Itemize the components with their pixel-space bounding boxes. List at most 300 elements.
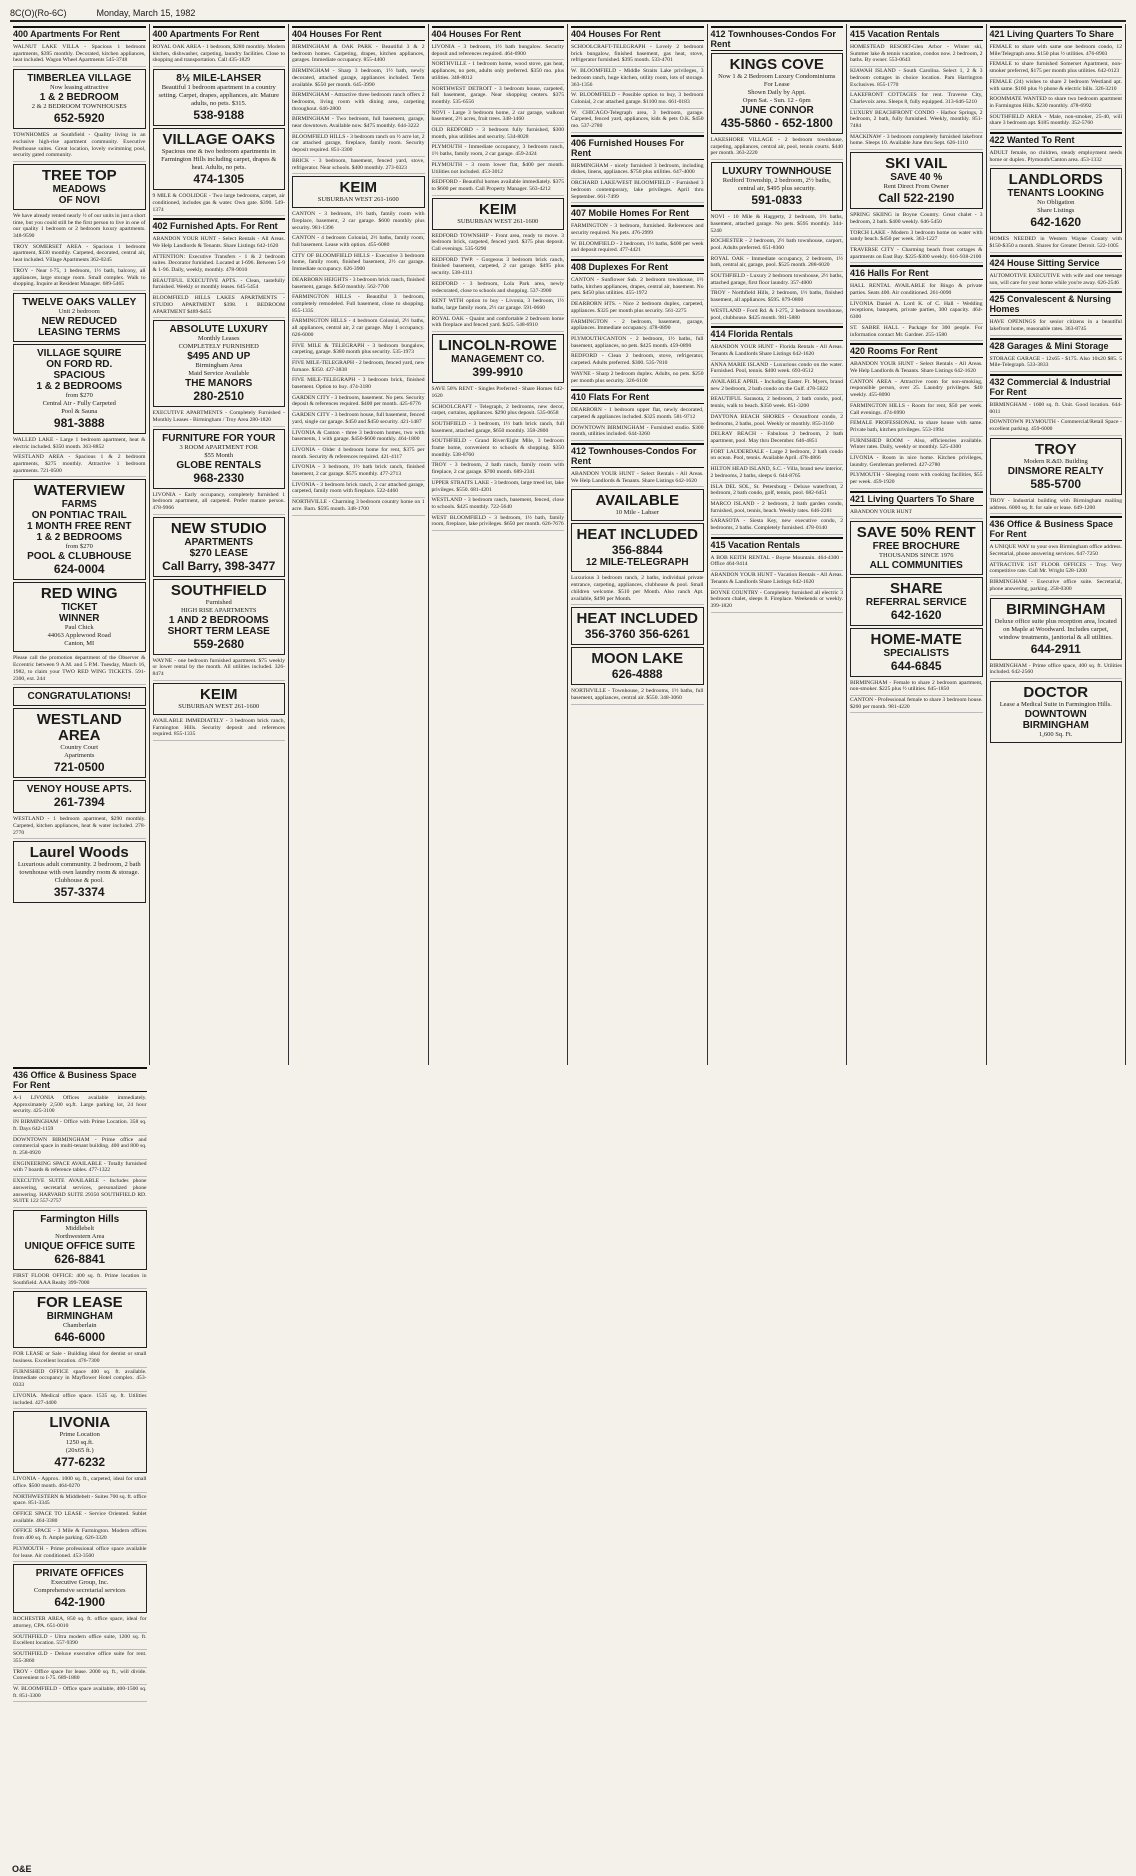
classified-ad: ABANDON YOUR HUNT - Vacation Rentals - All Areas. Tenants & Landlords Share Listings 642-1620 <box>711 571 844 588</box>
classified-ad: W. CHICAGO-Telegraph area, 3 bedroom, garage. Carpeted, fenced yard, appliances, kids & pets O.K. $450 mo. 537-2780 <box>571 109 704 133</box>
classified-ad: BEAUTIFUL EXECUTIVE APTS. - Clean, tastefully furnished. Weekly or monthly leases. 645-5454 <box>153 277 286 294</box>
classified-ad: KIAWAH ISLAND - South Carolina. Select 1, 2 & 3 bedroom cottages in choice location. Pam Harrington Exclusives. 855-1770 <box>850 67 983 91</box>
display-ad-line: 646-6000 <box>54 1330 106 1345</box>
classified-ad: FARMINGTON HILLS - 4 bedroom Colonial, 2½ baths, all appliances, central air, 2 car garage. May 1 occupancy. 626-6000 <box>292 317 425 341</box>
display-ad-box <box>990 438 1123 495</box>
display-ad-line: Now 1 & 2 Bedroom Luxury Condominiums For Lease <box>718 73 836 88</box>
classified-ad: ROCHESTER - 2 bedroom, 2½ bath townhouse, carport, pool. Adults preferred. 651-8360 <box>711 237 844 254</box>
display-ad-line: No Obligation <box>1037 199 1075 207</box>
display-ad-line: Prime Location <box>59 1431 100 1439</box>
display-ad-box <box>153 69 286 126</box>
display-ad-line: Paul Chick <box>64 624 94 632</box>
display-ad-line: BIRMINGHAM <box>1006 600 1106 618</box>
display-ad-line: $495 AND UP <box>187 351 251 363</box>
display-ad-box <box>13 1564 147 1613</box>
display-ad-line: Apartments <box>64 752 95 760</box>
classified-ad: HOMES NEEDED in Western Wayne County with $150-$350 a month. Shares for Greater Detroit. 522-1005 <box>990 235 1123 252</box>
classified-ad: PLYMOUTH - Prime professional office space available for lease. Air conditioned. 453-3500 <box>13 1545 147 1562</box>
classified-ad: FIVE MILE-TELEGRAPH - 3 bedroom brick, finished basement. Option to buy. 474-3180 <box>292 376 425 393</box>
section-header: 407 Mobile Homes For Rent <box>571 205 704 220</box>
classified-ad: BLOOMFIELD HILLS LAKES APARTMENTS - STUDIO APARTMENT $398. 1 BEDROOM APARTMENT $489-$455 <box>153 294 286 318</box>
display-ad-line: NEW REDUCED <box>41 315 118 327</box>
classified-ad: CITY OF BLOOMFIELD HILLS - Executive 3 bedroom home, family room, finished basement, 2½ car garage. Immediate occupancy. 626-3900 <box>292 252 425 276</box>
display-ad-line: 591-0833 <box>751 193 803 208</box>
classified-ad: BIRMINGHAM - 1600 sq. ft. Unit. Good location. 644-0011 <box>990 401 1123 418</box>
display-ad-box <box>13 841 146 903</box>
display-ad-line: FURNITURE FOR YOUR <box>162 432 276 444</box>
classified-ad: DEARBORN HTS. - Nice 2 bedroom duplex, carpeted, appliances. $325 per month plus security. 561-2275 <box>571 300 704 317</box>
display-ad-line: Canton, MI <box>64 640 95 648</box>
section-header: 414 Florida Rentals <box>711 326 844 341</box>
classified-ad: BEAUTIFUL Sarasota, 2 bedroom, 2 bath condo, pool, tennis, walk to beach. $350 week. 851-3200 <box>711 395 844 412</box>
display-ad-line: APARTMENTS <box>184 536 254 548</box>
section-header: 415 Vacation Rentals <box>850 26 983 41</box>
display-ad-line: Lease a Medical Suite in Farmington Hills. <box>999 700 1112 708</box>
section-header: 415 Vacation Rentals <box>711 537 844 552</box>
display-ad-box <box>13 69 146 129</box>
display-ad-line: Call 522-2190 <box>878 191 955 206</box>
display-ad-line: TICKET <box>61 602 98 614</box>
display-ad-line: Spacious one & two bedroom apartments in Farmington Hills including carpet, drapes & heat. Adults, no pets. <box>161 148 277 172</box>
section-header: 424 House Sitting Service <box>990 255 1123 270</box>
display-ad-line: 44063 Applewood Road <box>47 632 111 640</box>
display-ad-line: PRIVATE OFFICES <box>35 1568 124 1580</box>
display-ad-line: 1,600 Sq. Ft. <box>1039 730 1073 738</box>
classified-ad: A UNIQUE WAY to your own Birmingham office address. Secretarial, phone answering services. 647-7250 <box>990 543 1123 560</box>
classified-column <box>10 24 150 1065</box>
classified-ad: BIRMINGHAM - Executive office suite. Secretarial, phone answering, parking. 258-0300 <box>990 578 1123 595</box>
classified-ad: REDFORD - Clean 2 bedroom, stove, refrigerator, carpeted. Adults preferred. $300. 535-7810 <box>571 352 704 369</box>
classified-ad: A BOB KEITH RENTAL - Boyne Mountain. 464-4300 · Office 464-9414 <box>711 554 844 571</box>
display-ad-line: Middlebelt <box>65 1224 95 1232</box>
classified-column <box>847 24 987 1065</box>
classified-ad: FURNISHED OFFICE space 400 sq. ft. available. Immediate occupancy in Mayflower Hotel complex. 453-0333 <box>13 1368 147 1392</box>
display-ad-line: 559-2680 <box>193 636 245 651</box>
classified-ad: BLOOMFIELD HILLS - 3 bedroom ranch on ½ acre lot, 2 car attached garage, fireplace, family room. Security deposit required. 851-3300 <box>292 133 425 157</box>
display-ad-line: 968-2330 <box>193 470 245 485</box>
display-ad-box <box>13 1411 147 1473</box>
classified-ad: LIVONIA - 3 bedroom, 1½ bath bungalow. Security deposit and references required. 464-6900 <box>432 43 565 60</box>
section-header: 402 Furnished Apts. For Rent <box>153 218 286 233</box>
classified-ad: AVAILABLE IMMEDIATELY - 3 bedroom brick ranch, Farmington Hills. Security deposit and references required. 855-1335 <box>153 717 286 741</box>
display-ad-line: SUBURBAN WEST 261-1600 <box>457 217 539 225</box>
classified-ad: RENT WITH option to buy - Livonia, 3 bedroom, 1½ baths, large family room, 2½ car garage. 591-0660 <box>432 297 565 314</box>
classified-column <box>150 24 290 1065</box>
display-ad-box <box>990 598 1123 660</box>
display-ad-line: HIGH RISE APARTMENTS <box>180 606 257 614</box>
classified-ad: LIVONIA. Medical office space. 1535 sq. ft. Utilities included. 427-4400 <box>13 1392 147 1409</box>
display-ad-line: SAVE 50% RENT <box>856 523 976 541</box>
classified-ad: W. BLOOMFIELD - 2 bedroom, 1½ baths, $400 per week and deposit required. 477-4421 <box>571 240 704 257</box>
classified-ad: CANTON - Professional female to share 3 bedroom house. $200 per month. 981-4220 <box>850 696 983 713</box>
classified-ad: BOYNE COUNTRY - Completely furnished all electric 3 bedroom chalet, sleeps 8. Fireplace. Weekends or weekly. 399-1820 <box>711 589 844 613</box>
section-header: 406 Furnished Houses For Rent <box>571 135 704 160</box>
section-header: 421 Living Quarters To Share <box>990 26 1123 41</box>
classified-ad: ST. SABRE HALL - Package for 300 people. For information contact Mr. Gardner. 255-1580 <box>850 324 983 341</box>
display-ad-box <box>850 628 983 677</box>
display-ad-line: from $270 <box>65 543 93 551</box>
classified-ad: FIVE MILE & TELEGRAPH - 3 bedroom bungalow, carpeting, garage. $380 month plus security. 535-1973 <box>292 342 425 359</box>
classified-ad: LIVONIA - Early occupancy, completely furnished 1 bedroom apartment, all carpeted. Prefer mature person. 478-9966 <box>153 491 286 515</box>
display-ad-line: SKI VAIL <box>885 155 948 173</box>
display-ad-line: 12 MILE-TELEGRAPH <box>585 557 689 569</box>
classified-ad: TOWNHOMES at Southfield - Quality living in an exclusive high-rise apartment community. Executive Penthouse suites. Great location, lovely swimming pool, security gated community. <box>13 131 146 162</box>
display-ad-line: KEIM <box>479 200 517 218</box>
classified-ad: CANTON - Sunflower Sub. 2 bedroom townhouse, 1½ baths, kitchen appliances, drapes, central air, basement. No pets. $450 plus utilities. 455-1972 <box>571 276 704 300</box>
classified-ad: REDFORD - Beautiful homes available immediately. $375 to $600 per month. Call Property Manager. 563-4212 <box>432 178 565 195</box>
display-ad-box <box>153 579 286 655</box>
section-header: 404 Houses For Rent <box>292 26 425 41</box>
display-ad-box <box>153 517 286 577</box>
section-header: 428 Garages & Mini Storage <box>990 338 1123 353</box>
display-ad-line: REFERRAL SERVICE <box>865 596 967 608</box>
classified-ad: MACKINAW - 3 bedroom completely furnished lakefront home. Sleeps 10. Available June thru Sept. 626-1110 <box>850 133 983 150</box>
display-ad-line: Unit 2 bedroom <box>58 307 100 315</box>
classified-ad: TROY - Near I-75, 1 bedroom, 1½ bath, balcony, all appliances, large storage room. Small complex. Walk to shopping. Inquire at Resident Manager. 689-5465 <box>13 267 146 291</box>
display-ad-box <box>13 344 146 434</box>
display-ad-line: Chamberlain <box>62 1322 97 1330</box>
classified-ad: DOWNTOWN BIRMINGHAM - Prime office and commercial space in multi-tenant building. 400 and 800 sq. ft. 258-0920 <box>13 1136 147 1160</box>
classified-ad: MARCO ISLAND - 2 bedroom, 2 bath garden condo, furnished, pool, tennis, beach. Weekly rates. 646-2281 <box>711 500 844 517</box>
display-ad-line: Comprehensive secretarial services <box>33 1587 126 1595</box>
display-ad-line: Farmington Hills <box>40 1213 120 1225</box>
classified-ad: DEARBORN HEIGHTS - 3 bedroom brick ranch, finished basement, garage. $450 monthly. 562-7700 <box>292 276 425 293</box>
display-ad-line: TIMBERLEA VILLAGE <box>27 73 132 85</box>
display-ad-line: 644-2911 <box>1030 641 1081 656</box>
classified-ad: OLD REDFORD - 3 bedroom fully furnished, $300 month, plus utilities and security. 534-8028 <box>432 126 565 143</box>
classified-ad: STORAGE GARAGE - 12x65 - $175. Also 10x20 $85. 5 Mile-Telegraph. 533-3833 <box>990 355 1123 372</box>
display-ad-line: Country Court <box>60 744 99 752</box>
section-header: 408 Duplexes For Rent <box>571 259 704 274</box>
classified-ad: BIRMINGHAM - Sharp 3 bedroom, 1½ bath, newly decorated, attached garage, appliances included. Term available. $550 per month. 645-3990 <box>292 67 425 91</box>
classified-ad: A-1 LIVONIA Offices available immediately. Approximately 2,500 sq.ft. Large parking lot, 24 hour security. 425-3100 <box>13 1094 147 1118</box>
classified-ad: LIVONIA - Older 4 bedroom home for rent, $375 per month. Security & references required. 421-4117 <box>292 446 425 463</box>
section-header: 412 Townhouses-Condos For Rent <box>571 443 704 468</box>
section-header: 416 Halls For Rent <box>850 265 983 280</box>
display-ad-line: 357-3374 <box>53 885 105 900</box>
classified-ad: SOUTHFIELD - Ultra modern office suite, 1200 sq. ft. Excellent location. 557-9390 <box>13 1633 147 1650</box>
classified-ad: NORTHWEST DETROIT - 3 bedroom house, carpeted, full basement, garage. Near shopping centers. $375 monthly. 535-6556 <box>432 85 565 109</box>
display-ad-line: MEADOWS <box>52 183 106 195</box>
display-ad-line: 626-8841 <box>54 1251 106 1266</box>
display-ad-line: 8½ MILE-LAHSER <box>176 73 262 85</box>
classified-ad: OFFICE SPACE TO LEASE - Service Oriented. Sublet available. 464-3380 <box>13 1510 147 1527</box>
display-ad-line: Luxurious adult community. 2 bedroom, 2 bath townhouse with own laundry room & storage. Clubhouse & pool. <box>17 861 141 885</box>
display-ad-line: TWELVE OAKS VALLEY <box>22 296 137 308</box>
display-ad-line: ALL COMMUNITIES <box>869 559 963 571</box>
classified-ad: W. BLOOMFIELD - Middle Straits Lake privileges, 3 bedroom ranch, huge kitchen, utility room, lots of storage. 363-1356 <box>571 67 704 91</box>
display-ad-box <box>850 521 983 575</box>
classified-ad: SAVE 50% RENT - Singles Preferred - Share Homes 642-1620 <box>432 385 565 402</box>
classified-ad: TROY - Northfield Hills, 2 bedroom, 1½ baths, finished basement, all appliances. $595. 879-0800 <box>711 289 844 306</box>
display-ad-line: HEAT INCLUDED <box>576 610 698 628</box>
classified-ad: TROY SOMERSET AREA - Spacious 1 bedroom apartment, $330 monthly. Carpeted, decorated, central air, heat included. Village Apartments 362-0245 <box>13 243 146 267</box>
classified-ad: ABANDON YOUR HUNT - Select Rentals - All Areas. We Help Landlords & Tenants. Share Listings 642-1620 <box>850 360 983 377</box>
classified-ad: ROYAL OAK AREA - 1 bedroom, $280 monthly. Modern kitchen, dishwasher, carpeting, laundry facilities. Close to shopping and transportation. Call 435-1829 <box>153 43 286 67</box>
classified-ad: FARMINGTON - 2 bedroom, basement, garage, appliances. Immediate occupancy. 478-0890 <box>571 318 704 335</box>
display-ad-line: LANDLORDS <box>1008 171 1103 189</box>
display-ad-line: BIRMINGHAM <box>46 1311 113 1323</box>
display-ad-line: 981-3888 <box>53 415 105 430</box>
display-ad-line: SOUTHFIELD <box>170 581 267 599</box>
classified-ad: ORCHARD LAKE/WEST BLOOMFIELD - Furnished 3 bedroom contemporary, lake privileges. April thru September. 661-7499 <box>571 179 704 203</box>
display-ad-line: 1 & 2 BEDROOMS <box>36 532 123 544</box>
classified-ad: W. BLOOMFIELD - Office space available, 400-1500 sq. ft. 851-3300 <box>13 1685 147 1702</box>
display-ad-line: 356-8844 <box>611 543 663 558</box>
display-ad-box <box>153 320 286 407</box>
display-ad-line: VENOY HOUSE APTS. <box>26 784 132 796</box>
display-ad-line: 280-2510 <box>193 389 245 404</box>
classified-ad: FEMALE to share with same one bedroom condo, 12 Mile/Telegraph area. $150 plus ½ utilities. 476-8903 <box>990 43 1123 60</box>
classified-column <box>289 24 429 1065</box>
display-ad-line: COMPLETELY FURNISHED <box>178 343 259 351</box>
display-ad-line: 585-5700 <box>1030 476 1082 491</box>
display-ad-line: ON FORD RD. <box>46 358 113 370</box>
display-ad-line: SUBURBAN WEST 261-1600 <box>317 196 399 204</box>
display-ad-box <box>13 582 146 652</box>
classified-column <box>987 24 1127 1065</box>
display-ad-line: SPACIOUS <box>53 369 105 381</box>
display-ad-line: Now leasing attractive <box>50 84 109 92</box>
display-ad-line: 474-1305 <box>193 172 245 187</box>
classified-ad: TROY - Industrial building with Birmingham mailing address. 6000 sq. ft. for sale or lease. 649-1200 <box>990 497 1123 514</box>
display-ad-line: CONGRATULATIONS! <box>27 691 131 703</box>
display-ad-line: Call Barry, 398-3477 <box>162 558 276 573</box>
classified-ad: SARASOTA - Siesta Key, new executive condo, 2 bedrooms, 2 baths. Completely furnished. 478-0140 <box>711 517 844 534</box>
display-ad-line: ABSOLUTE LUXURY <box>169 324 269 336</box>
classified-ad: TORCH LAKE - Modern 3 bedroom home on water with sandy beach. $450 per week. 363-1227 <box>850 229 983 246</box>
classified-ad: HAVE OPENINGS for senior citizens in a beautiful lakefront home, reasonable rates. 363-8745 <box>990 318 1123 335</box>
classified-ad: NORTHVILLE - 1 bedroom home, wood stove, gas heat, appliances, no pets, adults only preferred. $350 mo. plus utilities. 348-8012 <box>432 60 565 84</box>
display-ad-box <box>153 128 286 190</box>
display-ad-line: Furnished <box>205 598 232 606</box>
display-ad-line: Northwestern Area <box>55 1232 105 1240</box>
classified-ad: WEST BLOOMFIELD - 3 bedroom, 1½ bath, family room, fireplace, lake privileges. $650 per month. 626-7676 <box>432 514 565 531</box>
classified-ad: BIRMINGHAM - Prime office space, 400 sq. ft. Utilities included. 642-2560 <box>990 662 1123 679</box>
display-ad-line: 1 MONTH FREE RENT <box>27 521 132 533</box>
classified-ad: W. BLOOMFIELD - Possible option to buy, 3 bedroom Colonial, 2 car attached garage. $1100 mo. 661-0183 <box>571 91 704 108</box>
display-ad-line: 1 & 2 BEDROOM <box>39 92 119 104</box>
display-ad-box <box>153 683 286 715</box>
classified-ad: FEMALE PROFESSIONAL to share house with same. Private bath, kitchen privileges. 553-1994 <box>850 419 983 436</box>
classified-ad: BIRMINGHAM - Attractive three bedroom ranch offers 2 bedrooms, living room with dining area, carpeting throughout. 646-2800 <box>292 91 425 115</box>
classified-ad: ROYAL OAK - Quaint and comfortable 2 bedroom home with fireplace and fenced yard. $425. 548-6910 <box>432 315 565 332</box>
classified-ad: FIVE MILE-TELEGRAPH - 2 bedroom, fenced yard, new furnace. $350. 427-3838 <box>292 359 425 376</box>
display-ad-line: LUXURY TOWNHOUSE <box>722 166 832 178</box>
display-ad-line: 652-5920 <box>53 111 105 126</box>
section-header: 420 Rooms For Rent <box>850 343 983 358</box>
classified-ad: AVAILABLE APRIL - Including Easter. Ft. Myers, brand new 2 bedroom, 2 bath condo on the Gulf. 478-5822 <box>711 378 844 395</box>
classified-ad: CANTON AREA - Attractive room for non-smoking, responsible person, over 25. Laundry privileges. $40 weekly. 455-8090 <box>850 378 983 402</box>
section-code: 8C(O)(Ro-6C) <box>10 8 67 18</box>
display-ad-box <box>990 168 1123 233</box>
display-ad-box <box>292 176 425 208</box>
display-ad-box <box>850 577 983 626</box>
classified-ad: WESTLAND AREA - Spacious 1 & 2 bedroom apartments, $275 monthly. Attractive 1 bedroom apartments. 721-0500 <box>13 453 146 477</box>
display-ad-line: KINGS COVE <box>729 56 824 73</box>
section-header: 400 Apartments For Rent <box>13 26 146 41</box>
display-ad-line: TENANTS LOOKING <box>1007 188 1105 200</box>
display-ad-line: LEASING TERMS <box>38 326 121 338</box>
display-ad-line: Open Sat. - Sun. 12 - 6pm <box>742 97 811 104</box>
edition-footer: O&E <box>12 1864 32 1874</box>
classified-ad: OFFICE SPACE - 3 Mile & Farmington. Modern offices from 400 sq. ft. Ample parking. 626-3320 <box>13 1527 147 1544</box>
section-header: 432 Commercial & Industrial For Rent <box>990 374 1123 399</box>
classified-ad: ROYAL OAK - Immediate occupancy, 2 bedroom, 1½ bath, central air, garage, pool. $525 month. 288-6020 <box>711 255 844 272</box>
classified-ad: HALL RENTAL AVAILABLE for Bingo & private parties. Seats 400. Air conditioned. 261-0090 <box>850 282 983 299</box>
classified-ad: DOWNTOWN PLYMOUTH - Commercial/Retail Space - excellent parking. 459-6000 <box>990 418 1123 435</box>
display-ad-line: Deluxe office suite plus reception area, located on Maple at Woodward. Includes carpet, window treatments, janitorial & all utilities. <box>994 617 1117 641</box>
display-ad-line: SHARE <box>889 579 943 597</box>
display-ad-line: Share Listings <box>1037 207 1075 215</box>
classified-ad: FARMINGTON HILLS - Beautiful 3 bedroom, completely remodeled. Full basement, close to shopping. 855-1335 <box>292 293 425 317</box>
display-ad-box <box>571 647 704 685</box>
display-ad-line: 1 AND 2 BEDROOMS <box>168 614 269 626</box>
display-ad-line: AVAILABLE <box>595 492 680 510</box>
classified-ad: FEMALE to share furnished Somerset Apartment, non-smoker preferred, $175 per month plus utilities. 642-0123 <box>990 60 1123 77</box>
classified-ad: WAYNE - Sharp 2 bedroom duplex. Adults, no pets. $250 per month plus security. 326-6100 <box>571 370 704 387</box>
classified-ad: We have already rented nearly ½ of our units in just a short time, but you could still be the first person to live in one of our quality 1 bedroom or 2 bedroom luxury apartments. 348-9590 <box>13 212 146 243</box>
display-ad-box <box>13 708 146 778</box>
display-ad-line: Shown Daily by Appt. <box>747 89 806 96</box>
classified-ad: TROY - 3 bedroom, 2 bath ranch, family room with fireplace, 2 car garage. $700 month. 689-2341 <box>432 461 565 478</box>
display-ad-line: 626-4888 <box>611 667 663 682</box>
display-ad-line: POOL & CLUBHOUSE <box>27 551 132 563</box>
classified-ad: TROY - Office space for lease. 2000 sq. ft., will divide. Convenient to I-75. 689-1880 <box>13 1668 147 1685</box>
section-header: 410 Flats For Rent <box>571 389 704 404</box>
classified-ad: IN BIRMINGHAM - Office with Prime Location. 358 sq. ft. Days 642-1159 <box>13 1118 147 1135</box>
display-ad-line: 642-1900 <box>54 1595 106 1610</box>
display-ad-line: $270 LEASE <box>189 547 248 559</box>
display-ad-line: 721-0500 <box>53 760 105 775</box>
classified-ad: NOVI - Large 3 bedroom home, 2 car garage, walkout basement, 2½ acres, fruit trees. 348-1460 <box>432 109 565 126</box>
display-ad-line: SAVE 40 % <box>890 172 943 184</box>
display-ad-line: TREE TOP <box>41 166 117 184</box>
display-ad-box <box>13 164 146 210</box>
classified-ad: CANTON - 3 bedroom, 1½ bath, family room with fireplace, basement, 2 car garage. $600 monthly plus security. 981-1396 <box>292 210 425 234</box>
classified-ad: SOUTHFIELD - Luxury 2 bedroom townhouse, 2½ baths, attached garage, first floor laundry. 357-4000 <box>711 272 844 289</box>
section-header: 422 Wanted To Rent <box>990 132 1123 147</box>
classified-ad: LIVONIA - 3 bedroom, 1½ bath brick ranch, finished basement, 2 car garage. $575 monthly. 477-2713 <box>292 463 425 480</box>
classified-ad: WESTLAND - 3 bedroom ranch, basement, fenced, close to schools. $425 monthly. 722-5640 <box>432 496 565 513</box>
display-ad-line: 642-1620 <box>1030 215 1082 230</box>
classified-column <box>429 24 569 1065</box>
display-ad-box <box>990 681 1123 743</box>
display-ad-line: FREE BROCHURE <box>872 540 960 552</box>
section-header: 412 Townhouses-Condos For Rent <box>711 26 844 51</box>
classified-ad: SCHOOLCRAFT - Telegraph, 2 bedrooms, new decor, carpet, curtains, appliances. $290 plus deposit. 535-0658 <box>432 403 565 420</box>
classified-ad: ABANDON YOUR HUNT - Select Rentals - All Areas. We Help Landlords & Tenants. Share Listings 642-1620 <box>153 235 286 252</box>
section-header: 404 Houses For Rent <box>571 26 704 41</box>
classified-ad: EXECUTIVE SUITE AVAILABLE - Includes phone answering, secretarial services, personalized phone answering. HARVARD SUITE 29350 SOUTHFIELD RD. SUITE 122 557-2757 <box>13 1177 147 1208</box>
display-ad-box <box>13 479 146 580</box>
classified-ad: GARDEN CITY - 3 bedroom house, full basement, fenced yard, single car garage. $450 and $450 security. 421-1487 <box>292 411 425 428</box>
display-ad-line: JUNE CONNOR <box>739 105 814 116</box>
display-ad-line: Rent Direct From Owner <box>883 183 949 191</box>
classified-ad: NORTHVILLE - Charming 3 bedroom country home on 1 acre. Barn. $595 month. 348-1700 <box>292 498 425 515</box>
classified-ad: PLYMOUTH - Immediate occupancy, 3 bedroom ranch, 1½ baths, family room, 2 car garage. 459-2424 <box>432 143 565 160</box>
classified-column <box>568 24 708 1065</box>
classified-ad: AUTOMOTIVE EXECUTIVE with wife and one teenage son, will care for your home while you're away. 626-2546 <box>990 272 1123 289</box>
classified-ad: ABANDON YOUR HUNT - Select Rentals - All Areas. We Help Landlords & Tenants. Share Listings 642-1620 <box>571 470 704 487</box>
display-ad-line: RED WING <box>40 585 118 603</box>
classified-ad: CANTON - 4 bedroom Colonial, 2½ baths, family room, full basement. Lease with option. 455-6080 <box>292 234 425 251</box>
display-ad-line: TROY <box>1034 440 1077 458</box>
classified-ad: FIRST FLOOR OFFICE: 400 sq. ft. Prime location in Southfield. AAA Realty 399-7000 <box>13 1272 147 1289</box>
classified-ad: SOUTHFIELD - Grand River/Eight Mile, 3 bedroom frame home, convenient to schools & shopping. $350 monthly. 538-8760 <box>432 437 565 461</box>
classified-ad: 9 MILE & COOLIDGE - Two large bedrooms, carpet, air conditioned, includes gas & water. Own gate. $390. 549-1374 <box>153 192 286 216</box>
display-ad-line: HEAT INCLUDED <box>576 526 698 544</box>
classified-columns <box>10 24 1126 1862</box>
display-ad-line: Modern R.&D. Building <box>1023 457 1088 465</box>
classified-ad: ISLA DEL SOL, St. Petersburg - Deluxe waterfront, 2 bedroom, 2 bath condo, golf, tennis, pool. 682-6451 <box>711 483 844 500</box>
display-ad-line: 356-3760 356-6261 <box>584 627 690 642</box>
classified-ad: ROCHESTER AREA, 850 sq. ft. office space, ideal for attorney, CPA. 651-0010 <box>13 1615 147 1632</box>
display-ad-line: ON PONTIAC TRAIL <box>31 510 127 522</box>
display-ad-line: Redford Township, 2 bedroom, 2½ baths, central air, $495 plus security. <box>722 177 831 193</box>
display-ad-line: 624-0004 <box>53 562 105 577</box>
display-ad-line: 538-9188 <box>193 108 245 123</box>
display-ad-line: 644-6845 <box>890 658 942 673</box>
display-ad-line: DOWNTOWN BIRMINGHAM <box>1022 708 1089 731</box>
classified-ad: BIRMINGHAM - Female to share 2 bedroom apartment, non-smoker. $225 plus ½ utilities. 645-1850 <box>850 679 983 696</box>
display-ad-line: 399-9910 <box>472 365 524 380</box>
display-ad-box <box>432 198 565 230</box>
display-ad-line: Central Air - Fully Carpeted <box>42 399 116 407</box>
display-ad-line: FOR LEASE <box>36 1294 123 1312</box>
display-ad-line: DINSMORE REALTY <box>1007 465 1104 477</box>
classified-ad: WESTLAND - Ford Rd. & I-275, 2 bedroom townhouse, pool, clubhouse. $425 month. 981-5880 <box>711 307 844 324</box>
classified-ad: GARDEN CITY - 3 bedroom, basement. No pets. Security deposit & references required. $400 per month. 425-6776 <box>292 394 425 411</box>
classified-ad: FARMINGTON - 3 bedroom, furnished. References and security required. No pets. 476-2999 <box>571 222 704 239</box>
display-ad-line: WESTLAND AREA <box>36 711 122 745</box>
display-ad-line: 435-5860 - 652-1800 <box>720 116 833 130</box>
display-ad-line: 642-1620 <box>890 607 942 622</box>
display-ad-line: LINCOLN-ROWE <box>438 337 557 355</box>
classified-ad: WALNUT LAKE VILLA - Spacious 1 bedroom apartments, $395 monthly. Decorated, kitchen appliances, heat included. Wagon Wheel Apartments 545-3748 <box>13 43 146 67</box>
classified-ad: NOVI - 10 Mile & Haggerty, 2 bedroom, 1½ baths, basement, attached garage. No pets. $595 monthly. 344-5240 <box>711 213 844 237</box>
display-ad-box <box>432 334 565 383</box>
display-ad-line: THE MANORS <box>185 378 253 390</box>
display-ad-line: UNIQUE OFFICE SUITE <box>24 1240 136 1252</box>
display-ad-line: 1250 sq.ft. <box>65 1439 94 1447</box>
classified-ad: EXECUTIVE APARTMENTS - Completely Furnished - Monthly Leases - Birmingham / Troy Area 280-1820 <box>153 409 286 426</box>
classified-ad: ABANDON YOUR HUNT - Florida Rentals - All Areas. Tenants & Landlords Share Listings 642-1620 <box>711 343 844 360</box>
classified-ad: WESTLAND - 1 bedroom apartment, $290 monthly. Carpeted, kitchen appliances, heat & water included. 278-2770 <box>13 815 146 839</box>
display-ad-line: HOME-MATE <box>870 630 962 648</box>
classified-ad: FEMALE (24) wishes to share 2 bedroom Westland apt. with same. $160 plus ½ phone & electric bills. 326-3210 <box>990 78 1123 95</box>
classified-ad: SCHOOLCRAFT-TELEGRAPH - Lovely 2 bedroom brick bungalow, finished basement, gas heat, stove, refrigerator furnished. $395 month. 533-4701 <box>571 43 704 67</box>
classified-ad: LIVONIA - 3 bedroom brick ranch, 2 car attached garage, carpeted, family room with fireplace. 522-4460 <box>292 481 425 498</box>
section-header: 436 Office & Business Space For Rent <box>990 516 1123 541</box>
display-ad-line: 261-7394 <box>53 795 105 810</box>
classified-ad: SPRING SKIING in Boyne Country. Great chalet - 3 bedroom, 2 bath. $400 weekly. 646-5450 <box>850 211 983 228</box>
classified-ad: Please call the promotion department of the Observer & Eccentric between 9 A.M. and 5 P.M. Tuesday, March 16, 1982, to claim your TWO RED WING TICKETS. 591-2300, ext. 244 <box>13 654 146 685</box>
classified-ad: LIVONIA - Approx. 1000 sq. ft., carpeted, ideal for small office. $500 month. 464-0270 <box>13 1475 147 1492</box>
display-ad-box <box>711 53 844 134</box>
classified-ad: SOUTHFIELD - Deluxe executive office suite for rent. 355-3860 <box>13 1650 147 1667</box>
display-ad-box <box>13 293 146 342</box>
section-header: 400 Apartments For Rent <box>153 26 286 41</box>
display-ad-line: Laurel Woods <box>29 844 129 862</box>
classified-ad: WAYNE - one bedroom furnished apartment. $75 weekly or lower rental by the month. All utilities included. 326-8474 <box>153 657 286 681</box>
display-ad-line: KEIM <box>339 179 377 197</box>
display-ad-box <box>13 780 146 813</box>
classified-ad: Luxurious 3 bedroom ranch, 2 baths, individual private entrance, carpeting, appliances, clubhouse & pool. Small children welcome. $510 per Month. Also ranch Apt. available, $490 per Month. <box>571 574 704 605</box>
classified-ad: FOR LEASE or Sale - Building ideal for dentist or small business. Excellent location. 476-7300 <box>13 1350 147 1367</box>
classified-ad: REDFORD TWP. - Gorgeous 3 bedroom brick ranch, finished basement, carpeted, 2 car garage. $495 plus security. 538-4111 <box>432 256 565 280</box>
classified-ad: HILTON HEAD ISLAND, S.C. - Villa, brand new interior, 2 bedrooms, 2 baths, sleeps 6. 644-8765 <box>711 465 844 482</box>
